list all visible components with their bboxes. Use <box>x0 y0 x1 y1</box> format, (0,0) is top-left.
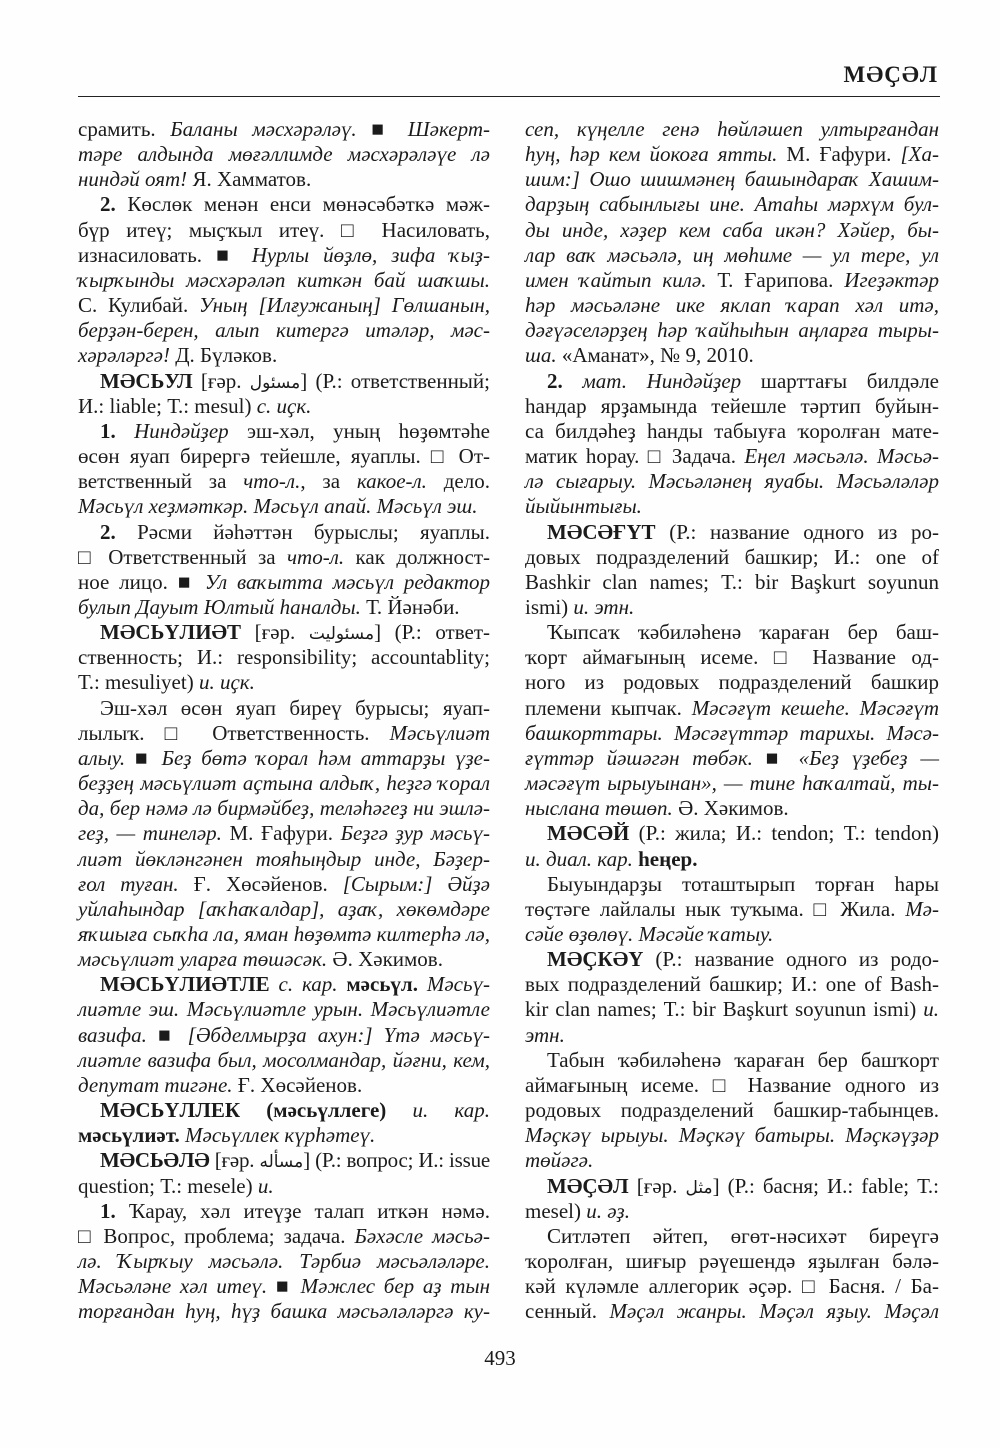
text-line <box>78 1023 490 1048</box>
roman-text: ismi) <box>525 594 574 619</box>
text-line <box>525 1073 939 1098</box>
text-line <box>78 494 490 519</box>
italic-text: мат. Ниндәйҙер <box>582 368 742 393</box>
text-line <box>78 821 490 846</box>
italic-text: и. кар. <box>412 1098 490 1123</box>
roman-text: Bashkir clan names; Т.: bir Başkurt soyunun <box>525 569 939 594</box>
italic-text: Мәҫәл жанры. Мәҫәл яҙыу. Мәҫәл <box>609 1299 939 1324</box>
italic-text: и. <box>923 997 939 1022</box>
text-line <box>525 997 939 1022</box>
roman-text <box>418 972 427 996</box>
italic-text: мәсәғүт ырыуынан», — тине һаҡалтай, ты- <box>525 771 939 796</box>
italic-text: что-л. <box>243 469 301 494</box>
text-line <box>525 972 939 997</box>
roman-text: ■ <box>752 745 799 770</box>
roman-text: довых подразделений башкир; И.: one of <box>525 544 939 569</box>
text-line <box>78 1224 490 1249</box>
roman-text: Я. Хамматов. <box>187 167 312 192</box>
italic-text: дарҙың сабынлығы ине. Атаһы мәрхүм бул- <box>525 192 939 217</box>
roman-text: аймағының исеме. □ Название одного из <box>525 1072 939 1097</box>
bold-text: МӘСЬҮЛИӘТ <box>100 620 242 645</box>
italic-text: сәйе өҙөлөү. Мәсәйе ҡатыу. <box>525 922 774 946</box>
bold-text: МӘСЬУЛ <box>100 368 193 393</box>
roman-text: С. Кулибай. <box>78 293 200 318</box>
italic-text: булып Дауыт Юлтый һаналды. <box>78 594 361 619</box>
roman-text: срамить. <box>78 117 171 141</box>
text-line <box>78 645 490 670</box>
text-line <box>78 922 490 947</box>
italic-text: Мәсьүлиәт <box>389 720 490 745</box>
roman-text: ■ <box>125 745 162 770</box>
italic-text: беҙҙең мәсьүлиәт аҫтына алдыҡ, һеҙгә ҡорал <box>78 771 490 796</box>
text-line <box>525 167 939 192</box>
text-line <box>525 1249 939 1274</box>
roman-text: □ Вопрос, проблема; задача. <box>78 1223 355 1248</box>
italic-text: Ниндәйҙер <box>134 418 229 443</box>
roman-text: kir clan names; Т.: bir Başkurt soyunun ismi) <box>525 997 924 1022</box>
text-line <box>525 721 939 746</box>
roman-text: ] (Р.: ответ- <box>374 620 490 645</box>
dictionary-paragraph <box>525 821 939 871</box>
roman-text: Табын ҡәбиләһенә ҡараған бер башҡорт <box>547 1047 939 1072</box>
text-line <box>525 494 939 519</box>
bold-text: мәсьүл. <box>346 972 418 997</box>
italic-text: башкорттары. Мәсәғүттәр тарихы. Мәсә- <box>525 720 939 745</box>
roman-text: mesel) <box>525 1198 587 1223</box>
roman-text: (Р.: название одного из ро- <box>655 519 939 544</box>
bold-text: МӘСЬҮЛИӘТЛЕ <box>100 972 270 997</box>
roman-text: ] (Р.: вопрос; И.: issue <box>303 1148 490 1173</box>
roman-text: эш-хәл, уның һөҙөмтәһе <box>228 418 491 443</box>
roman-text: матик һорау. □ Задача. <box>525 444 745 469</box>
text-line <box>547 1174 939 1199</box>
italic-text: и. этн. <box>573 594 635 619</box>
text-line <box>100 419 490 444</box>
bold-text: МӘСӘЙ <box>547 821 630 846</box>
text-line <box>78 570 490 595</box>
bold-text: 2. <box>100 519 116 544</box>
text-line <box>525 1199 939 1224</box>
italic-text: ша. <box>525 343 557 368</box>
italic-text: торғандан һуң, һүҙ башка мәсьәләләргә ку- <box>78 1299 490 1324</box>
roman-text: Ҡарау, хәл итеүҙе талап иткән нәмә. <box>115 1198 490 1223</box>
text-line <box>547 821 939 846</box>
dictionary-paragraph <box>78 419 490 520</box>
text-line <box>100 972 490 997</box>
dictionary-paragraph <box>525 620 939 821</box>
roman-text: шарттағы билдәле <box>741 368 940 393</box>
text-line <box>78 1174 490 1199</box>
text-line <box>525 922 939 947</box>
text-line <box>78 444 490 469</box>
bold-text: МӘСЬҮЛЛЕК (мәсьүллеге) <box>100 1098 387 1123</box>
italic-text: лә. Ҡырҡыу мәсьәлә. Тәрбиә мәсьәләләре. <box>78 1249 490 1274</box>
italic-text: лә сығарыу. Мәсьәләнең яуабы. Мәсьәләләр <box>525 469 939 494</box>
text-line <box>525 645 939 670</box>
roman-text: бүр итеү; мыҫҡыл итеү. □ Насиловать, <box>78 217 490 242</box>
italic-text: шим:] Ошо шишмәнең башындараҡ Хашим- <box>525 167 939 192</box>
roman-text: Д. Бүләков. <box>169 343 278 368</box>
text-line <box>78 595 490 620</box>
bold-text: мәсьүлиәт. <box>78 1123 180 1148</box>
dictionary-paragraph <box>78 520 490 621</box>
italic-text: что-л. <box>287 544 345 569</box>
roman-text: ҡорт аймағының исеме. □ Название од- <box>525 645 939 670</box>
text-line <box>78 670 490 695</box>
roman-text: «Аманат», № 9, 2010. <box>556 343 754 368</box>
italic-text: Беҙгә ҙур мәсьү- <box>340 821 490 846</box>
text-line <box>78 343 490 368</box>
text-line <box>78 268 490 293</box>
text-line <box>525 1299 939 1324</box>
italic-text: Мәсьү- <box>426 972 491 997</box>
dictionary-paragraph <box>78 192 490 368</box>
dictionary-paragraph <box>525 1048 939 1174</box>
italic-text: ныслана төшөп. <box>525 796 673 821</box>
text-line <box>525 419 939 444</box>
text-line <box>78 394 490 419</box>
text-line <box>525 243 939 268</box>
text-line <box>525 696 939 721</box>
dictionary-paragraph <box>525 1224 939 1325</box>
roman-text: [ғәр. <box>628 1173 686 1198</box>
arabic-text: مثل <box>685 1177 713 1198</box>
italic-text: тәре алдында мөғәллимде мәсхәрәләүе лә <box>78 142 490 167</box>
text-line <box>525 117 939 142</box>
text-line <box>525 1148 939 1173</box>
roman-text: Ғ. Хөсәйенов. <box>232 1072 363 1097</box>
text-line <box>78 469 490 494</box>
text-line <box>525 142 939 167</box>
text-line <box>525 1274 939 1299</box>
text-line <box>100 1199 490 1224</box>
text-line <box>525 897 939 922</box>
roman-text <box>563 369 583 393</box>
italic-text: и. диал. кар. <box>525 846 633 871</box>
roman-text: ного из родовых подразделений башкир <box>525 670 939 695</box>
roman-text: , за <box>300 469 357 494</box>
italic-text: яҡшыға сыҡһа ла, яман һөҙөмтә килтерһә лә, <box>78 922 490 946</box>
roman-text: [ғәр. <box>192 368 250 393</box>
italic-text: депутат тигәне. <box>78 1072 233 1097</box>
arabic-text: مسئوليت <box>308 624 375 645</box>
italic-text: Беҙ бөтә ҡорал һәм аттарҙы үҙе- <box>161 745 490 770</box>
italic-text: берҙән-берен, алып китергә итәләр, мәс- <box>78 318 490 343</box>
roman-text: һандар ярҙамында тейешле тәртип буйын- <box>525 393 939 418</box>
text-line <box>547 947 939 972</box>
roman-text: ҡоролған, шиғыр рәүешендә яҙылған бәлә- <box>525 1249 939 1274</box>
bold-text: МӘҪКӘҮ <box>547 947 644 972</box>
text-line <box>525 192 939 217</box>
dictionary-paragraph <box>525 520 939 621</box>
roman-text: М. Ғафури. <box>221 821 341 846</box>
roman-text: Ә. Хәкимов. <box>327 947 443 972</box>
text-line <box>525 394 939 419</box>
italic-text: уйлаһындар [аҡһаҡалдар], аҙаҡ, хөкөмдәре <box>78 896 490 921</box>
text-line <box>100 1148 490 1173</box>
italic-text: этн. <box>525 1022 565 1047</box>
roman-text: Т. Йәнәби. <box>360 594 460 619</box>
roman-text <box>270 972 279 996</box>
italic-text: ниндәй оят! <box>78 167 188 192</box>
text-line <box>100 1098 490 1123</box>
roman-text: лылыҡ. □ Ответственность. <box>78 720 390 745</box>
roman-text: □ Ответственный за <box>78 544 288 569</box>
italic-text: Мәсьүл хеҙмәткәр. Мәсьүл апай. Мәсьүл эш. <box>78 494 478 519</box>
italic-text: йыйынтығы. <box>525 494 642 519</box>
dictionary-paragraph <box>525 1174 939 1224</box>
text-line <box>78 1048 490 1073</box>
text-line <box>525 469 939 494</box>
roman-text: ■ <box>267 1274 301 1299</box>
text-line <box>78 117 490 142</box>
italic-text: Нурлы йөҙлө, зифа ҡыҙ- <box>251 242 490 267</box>
roman-text: Т. Ғарипова. <box>706 267 845 292</box>
roman-text <box>116 419 134 443</box>
italic-text: какое-л. <box>356 469 427 494</box>
text-line <box>78 997 490 1022</box>
text-line <box>100 192 490 217</box>
italic-text: хәрәләргә! <box>78 343 170 368</box>
page-number: 493 <box>484 1346 516 1370</box>
roman-text: племени кыпчак. <box>525 695 692 720</box>
italic-text: Мәҫкәү ырыуы. Мәҫкәү батыры. Мәҫкәүҙәр <box>525 1123 939 1148</box>
roman-text: М. Ғафури. <box>777 142 901 167</box>
roman-text: [ғәр. <box>241 620 309 645</box>
roman-text: төҫтәге лайлалы нык туҡыма. □ Жила. <box>525 896 906 921</box>
roman-text: дело. <box>426 469 490 494</box>
text-line <box>525 1098 939 1123</box>
text-line <box>525 847 939 872</box>
running-head: МӘҪӘЛ <box>843 62 938 87</box>
italic-text: Мәсәғүт кешеһе. Мәсәғүт <box>691 695 940 720</box>
roman-text: родовых подразделений башкир-табынцев. <box>525 1098 939 1123</box>
roman-text: (Р.: жила; И.: tendon; Т.: tendon) <box>629 821 939 846</box>
italic-text: лиәтле эш. Мәсьүлиәтле урын. Мәсьүлиәтле <box>78 997 490 1022</box>
text-line <box>525 670 939 695</box>
roman-text: Эш-хәл өсөн яуап биреү бурысы; яуап- <box>100 695 490 720</box>
text-line <box>525 545 939 570</box>
header-rule <box>78 96 940 97</box>
roman-text: (Р.: название одного из родо- <box>643 947 939 972</box>
italic-text: Баланы мәсхәрәләү. <box>170 117 357 141</box>
text-line <box>525 796 939 821</box>
dictionary-paragraph <box>78 972 490 1098</box>
italic-text: [Сырым:] Әйҙә <box>342 871 491 896</box>
italic-text: Уның [Илғужаның] Гөлшанын, <box>199 293 490 318</box>
italic-text: с. иҫк. <box>256 393 312 418</box>
text-line <box>78 947 490 972</box>
bold-text: 1. <box>100 418 116 443</box>
italic-text: и. иҫк. <box>198 670 255 695</box>
text-line <box>78 293 490 318</box>
italic-text: вазифа. <box>78 1022 147 1047</box>
italic-text: да, бер нәмә лә бирмәйбеҙ, теләһәгеҙ ни эшлә- <box>78 796 490 821</box>
roman-text: И.: liable; Т.: mesul) <box>78 393 257 418</box>
italic-text: һуң, һәр кем йокоға ятты. <box>525 142 778 167</box>
arabic-text: مسأله <box>259 1152 304 1173</box>
text-line <box>100 620 490 645</box>
italic-text: ҡырҡынды мәсхәрәләп киткән бай шаҡшы. <box>78 267 490 292</box>
roman-text: как должност- <box>344 544 490 569</box>
text-line <box>78 897 490 922</box>
text-line <box>525 293 939 318</box>
italic-text: һәр мәсьәләне ике яклап ҡарап хәл итә, <box>525 293 939 318</box>
text-line <box>78 243 490 268</box>
italic-text: с. кар. <box>278 972 338 997</box>
text-line <box>525 1023 939 1048</box>
italic-text: дәғүәселәрҙең һәр ҡайһыһын аңларға тыры- <box>525 318 939 343</box>
dictionary-paragraph <box>78 369 490 419</box>
text-line <box>78 142 490 167</box>
text-line <box>78 167 490 192</box>
dictionary-paragraph <box>78 117 490 192</box>
italic-text: Мәсьәләне хәл итеү. <box>78 1274 268 1299</box>
text-line <box>78 771 490 796</box>
italic-text: [Әбделмырҙа ахун:] Үтә мәсьү- <box>187 1022 490 1047</box>
italic-text: Еңел мәсьәлә. Мәсьә- <box>744 444 939 469</box>
text-line <box>78 1249 490 1274</box>
italic-text: Ул ваҡытта мәсьүл редактор <box>204 569 490 594</box>
italic-text: алыу. <box>78 745 126 770</box>
text-line <box>78 721 490 746</box>
roman-text: сенный. <box>525 1299 610 1324</box>
text-line <box>525 771 939 796</box>
italic-text: Шәкерт- <box>407 117 490 141</box>
dictionary-paragraph <box>525 872 939 947</box>
italic-text: ды инде, хәҙер кем саба икән? Хәйер, бы- <box>525 217 939 242</box>
text-line <box>525 343 939 368</box>
right-column <box>525 117 939 1325</box>
italic-text: төйәгә. <box>525 1148 594 1173</box>
text-line <box>525 268 939 293</box>
text-line <box>100 696 490 721</box>
text-line <box>78 746 490 771</box>
italic-text: Мәжлес бер аҙ тын <box>300 1274 491 1299</box>
bold-text: 2. <box>100 192 116 217</box>
text-line <box>525 444 939 469</box>
roman-text: ■ <box>356 117 408 141</box>
text-line <box>525 570 939 595</box>
text-line <box>78 1299 490 1324</box>
text-line <box>525 746 939 771</box>
bold-text: 2. <box>547 368 563 393</box>
roman-text: изнасиловать. ■ <box>78 242 252 267</box>
text-line <box>525 595 939 620</box>
text-line <box>525 318 939 343</box>
italic-text: и. әҙ. <box>586 1198 630 1223</box>
roman-text: [ғәр. <box>209 1148 260 1173</box>
roman-text: Быуындарҙы тоташтырып торған һары <box>547 871 939 896</box>
italic-text: [Ха- <box>900 142 939 167</box>
dictionary-paragraph <box>78 1098 490 1148</box>
italic-text: «Беҙ үҙебеҙ — <box>798 745 939 770</box>
text-line <box>547 1048 939 1073</box>
text-line <box>78 1274 490 1299</box>
roman-text: ] (Р.: ответственный; <box>300 368 490 393</box>
italic-text: и. <box>257 1173 274 1198</box>
italic-text: ғол туған. <box>78 871 179 896</box>
dictionary-paragraph <box>525 947 939 1048</box>
italic-text: сеп, күңелле генә һөйләшеп ултырғандан <box>525 117 939 141</box>
roman-text: ственность; И.: responsibility; accountablity; <box>78 645 490 670</box>
text-line <box>78 796 490 821</box>
roman-text: Т.: mesuliyet) <box>78 670 199 695</box>
roman-text: Ситләтеп әйтеп, өгөт-нәсихәт биреүгә <box>547 1223 939 1248</box>
roman-text: са билдәһеҙ һанды табыуға ҡоролған мате- <box>525 418 939 443</box>
dictionary-paragraph <box>78 696 490 973</box>
roman-text: ное лицо. ■ <box>78 569 205 594</box>
roman-text: Ә. Хәкимов. <box>672 796 789 821</box>
italic-text: имен ҡайтып килә. <box>525 267 707 292</box>
arabic-text: مسئول <box>249 372 301 393</box>
italic-text: Мәсьүллек күрһәтеү. <box>185 1123 376 1148</box>
text-line <box>78 1123 490 1148</box>
roman-text: ветственный за <box>78 469 244 494</box>
dictionary-paragraph <box>525 117 939 369</box>
text-line <box>100 520 490 545</box>
italic-text: лиәтле вазифа был, мосолмандар, йәғни, кем, <box>78 1047 490 1072</box>
text-line <box>100 369 490 394</box>
text-line <box>78 1073 490 1098</box>
bold-text: МӘСЬӘЛӘ <box>100 1148 210 1173</box>
roman-text: кәй күләмле аллегорик әҫәр. □ Басня. / Ба- <box>525 1274 939 1299</box>
dictionary-paragraph <box>525 369 939 520</box>
text-line <box>547 872 939 897</box>
italic-text: Мә- <box>905 896 939 921</box>
roman-text: Рәсми йәһәттән бурыслы; яуаплы. <box>115 519 490 544</box>
bold-text: МӘҪӘЛ <box>547 1173 629 1198</box>
text-line <box>78 318 490 343</box>
italic-text: геҙ, — тинеләр. <box>78 821 222 846</box>
text-line <box>547 520 939 545</box>
italic-text: Игеҙәктәр <box>844 267 940 292</box>
text-line <box>78 545 490 570</box>
bold-text: 1. <box>100 1198 116 1223</box>
roman-text: өсөн яуап бирергә тейешле, яуаплы. □ От- <box>78 444 490 469</box>
italic-text: мәсьүлиәт уларға төшәсәк. <box>78 947 328 972</box>
left-column <box>78 117 490 1325</box>
text-line <box>78 218 490 243</box>
italic-text: Бәхәсле мәсьә- <box>354 1223 490 1248</box>
text-line <box>78 872 490 897</box>
dictionary-paragraph <box>78 620 490 695</box>
roman-text: ■ <box>146 1022 188 1047</box>
italic-text: лиәт йөкләнгәнен тояһыңдыр инде, Бәҙер- <box>78 846 490 871</box>
roman-text: вых подразделений башкир; И.: one of Bash- <box>525 972 939 997</box>
roman-text: ] (Р.: басня; И.: fable; Т.: <box>712 1173 939 1198</box>
text-line <box>525 1123 939 1148</box>
italic-text: ғүттәр йәшәгән төбәк. <box>525 745 753 770</box>
bold-text: һеңер. <box>638 846 698 871</box>
roman-text: Көслөк менән енси мөнәсәбәткә мәж- <box>115 192 490 217</box>
roman-text <box>386 1098 412 1122</box>
text-line <box>525 218 939 243</box>
text-line <box>547 1224 939 1249</box>
roman-text: Ҡыпсаҡ ҡәбиләһенә ҡараған бер баш- <box>547 620 939 645</box>
dictionary-paragraph <box>78 1148 490 1198</box>
dictionary-paragraph <box>78 1199 490 1325</box>
bold-text: МӘСӘҒҮТ <box>547 519 656 544</box>
roman-text: question; Т.: mesele) <box>78 1173 258 1198</box>
roman-text: Ғ. Хөсәйенов. <box>178 871 343 896</box>
italic-text: лар ваҡ мәсьәлә, иң мөһиме — ул тере, ул <box>525 242 939 267</box>
text-line <box>547 620 939 645</box>
text-line <box>547 369 939 394</box>
text-line <box>78 847 490 872</box>
